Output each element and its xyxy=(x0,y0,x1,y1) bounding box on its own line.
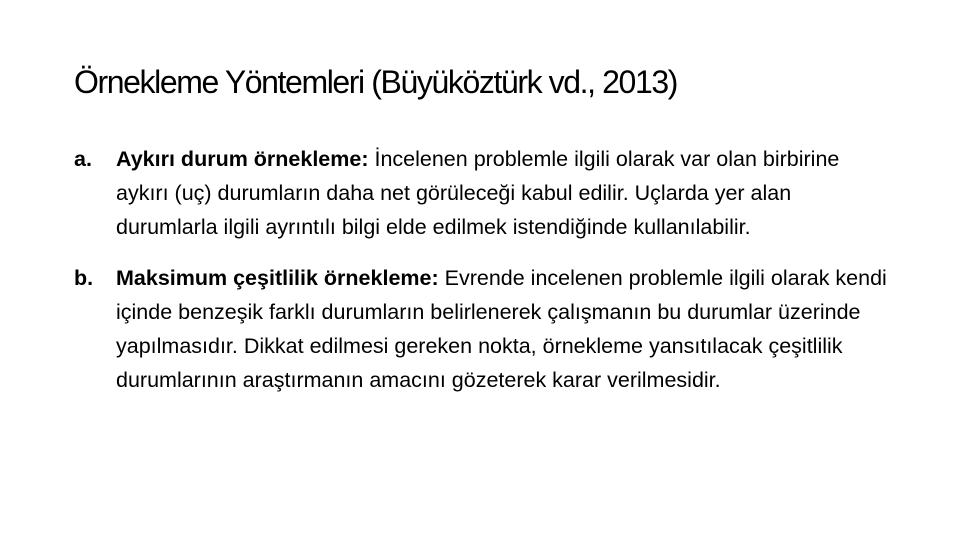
item-description: İncelenen problemle ilgili olarak var olan birbirine aykırı (uç) durumların daha net görüleceği kabul edilir. Uçlarda yer alan durumlarla ilgili ayrıntılı bilgi elde edilmek istendiğinde kullanılabilir. xyxy=(116,147,840,239)
list-item-aykiri-durum xyxy=(74,142,894,244)
term-label: Aykırı durum örnekleme: xyxy=(116,147,369,171)
bullet-list xyxy=(74,142,894,397)
slide-title: Örnekleme Yöntemleri (Büyüköztürk vd., 2013) xyxy=(74,64,677,100)
list-marker: a. xyxy=(74,147,92,171)
list-item-maksimum-cesitlilik xyxy=(74,261,894,397)
term-label: Maksimum çeşitlilik örnekleme: xyxy=(116,266,439,290)
list-marker: b. xyxy=(74,266,94,290)
item-description: Evrende incelenen problemle ilgili olarak kendi içinde benzeşik farklı durumların belirlenerek çalışmanın bu durumlar üzerinde yapılmasıdır. Dikkat edilmesi gereken nokta, örnekleme yansıtılacak çeşitlilik durumlarının araştırmanın amacını gözeterek karar verilmesidir. xyxy=(116,266,887,392)
